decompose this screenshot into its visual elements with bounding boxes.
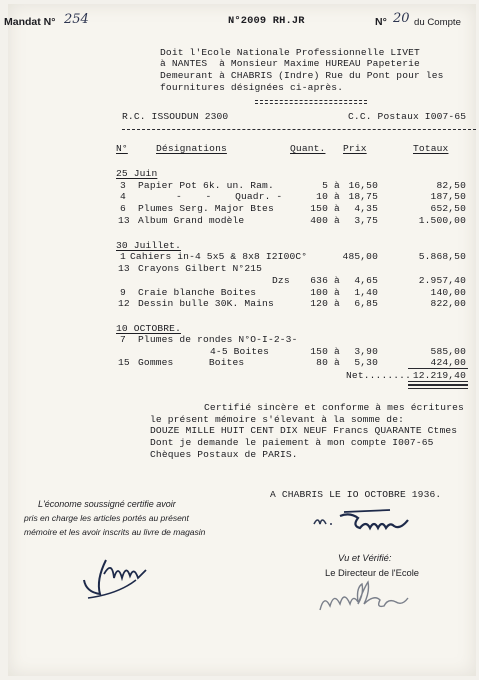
address-line-4: fournitures désignées ci-après. <box>160 82 344 93</box>
section-date: 30 Juillet. <box>116 240 181 251</box>
place-date: A CHABRIS LE IO OCTOBRE 1936. <box>270 489 442 500</box>
certification-line-2: le présent mémoire s'élevant à la somme de: <box>150 414 405 425</box>
econome-signature <box>78 552 168 612</box>
econome-note-line-2: pris en charge les articles portés au présent <box>24 513 189 523</box>
invoice-page: Mandat N° 254 N°2009 RH.JR N° 20 du Compte Doit l'Ecole Nationale Professionnelle LIVET à NANTES à Monsieur Maxime HUREAU Papeterie Demeurant à CHABRIS (Indre) Rue du Pont pour les fournitures désignées ci-après. R.C. ISSOUDUN 2300 C.C. Postaux I007-65 N° Désignations Quant. Prix Totaux 25 Juin 3 Papier Pot 6k. un. Ram. 5 à 16,50 82,50 4 - - Quadr. - 10 à 18,75 187,50 6 Plumes Serg. Major Btes 150 à 4,35 652,50 13 Album Grand modèle 400 à 3,75 1.500,00 30 Juillet. 1 Cahiers in-4 5x5 & 8x8 I2I00C° 485,00 5.868,50 13 Crayons Gilbert N°215 Dzs 636 à 4,65 2.957,40 9 Craie blanche Boites 100 à 1,40 140,00 12 Dessin bulle 30K. Mains 120 à 6,85 822,00 10 OCTOBRE. 7 Plumes de rondes N°O-I-2-3- 4-5 Boites 150 à 3,90 585,00 15 Gommes Boites 80 à 5,30 424,00 Net........ 12.219,40 Certifié sincère et conforme à mes écritures le présent mémoire s'élevant à la somme de: DOUZE MILLE HUIT CENT DIX NEUF Francs QUARANTE Ctmes Dont je demande le paiement à mon compte I007-65 Chèques Postaux de PARIS. A CHABRIS LE IO OCTOBRE 1936. L'économe soussigné certifie avoir pris en charge les articles portés au présent mémoire et les avoir inscrits au livre de magasin Vu et Vérifié: Le Directeur de l'Ecole <box>8 4 476 676</box>
certification-line-3: DOUZE MILLE HUIT CENT DIX NEUF Francs QUARANTE Ctmes <box>150 425 458 436</box>
net-label: Net........ <box>346 370 411 381</box>
cc-postal-number: C.C. Postaux I007-65 <box>348 111 467 122</box>
address-line-3: Demeurant à CHABRIS (Indre) Rue du Pont pour les <box>160 70 444 81</box>
address-line-1: Doit l'Ecole Nationale Professionnelle LIVET <box>160 47 420 58</box>
section-date: 10 OCTOBRE. <box>116 323 181 334</box>
subtotal-rule <box>408 368 468 369</box>
verification-line-1: Vu et Vérifié: <box>338 552 392 563</box>
certification-line-1: Certifié sincère et conforme à mes écritures <box>204 402 464 413</box>
address-divider-2 <box>255 103 367 104</box>
reference-number: N°2009 RH.JR <box>228 15 305 27</box>
certification-line-4: Dont je demande le paiement à mon compte I007-65 <box>150 437 434 448</box>
column-header-totals: Totaux <box>413 143 449 154</box>
econome-note-line-1: L'économe soussigné certifie avoir <box>38 499 176 509</box>
compte-label: du Compte <box>414 17 461 28</box>
column-header-price: Prix <box>343 143 367 154</box>
mandat-label: Mandat N° <box>4 16 56 28</box>
address-divider <box>255 100 367 101</box>
address-line-2: à NANTES à Monsieur Maxime HUREAU Papeterie <box>160 58 420 69</box>
rc-number: R.C. ISSOUDUN 2300 <box>122 111 229 122</box>
column-header-quantity: Quant. <box>290 143 326 154</box>
column-header-no: N° <box>116 143 128 154</box>
econome-note-line-3: mémoire et les avoir inscrits au livre de magasin <box>24 527 206 537</box>
merchant-signature <box>306 502 436 542</box>
net-total: 12.219,40 <box>412 370 466 381</box>
director-signature <box>314 586 434 626</box>
mandat-number: 254 <box>64 12 89 27</box>
registry-divider <box>122 129 476 130</box>
verification-line-2: Le Directeur de l'Ecole <box>325 567 420 578</box>
net-total-underline-2 <box>408 385 468 389</box>
certification-line-5: Chèques Postaux de PARIS. <box>150 449 298 460</box>
column-header-designations: Désignations <box>156 143 227 154</box>
compte-number: 20 <box>393 11 410 26</box>
section-date: 25 Juin <box>116 168 158 179</box>
compte-no-label: N° <box>375 16 387 28</box>
